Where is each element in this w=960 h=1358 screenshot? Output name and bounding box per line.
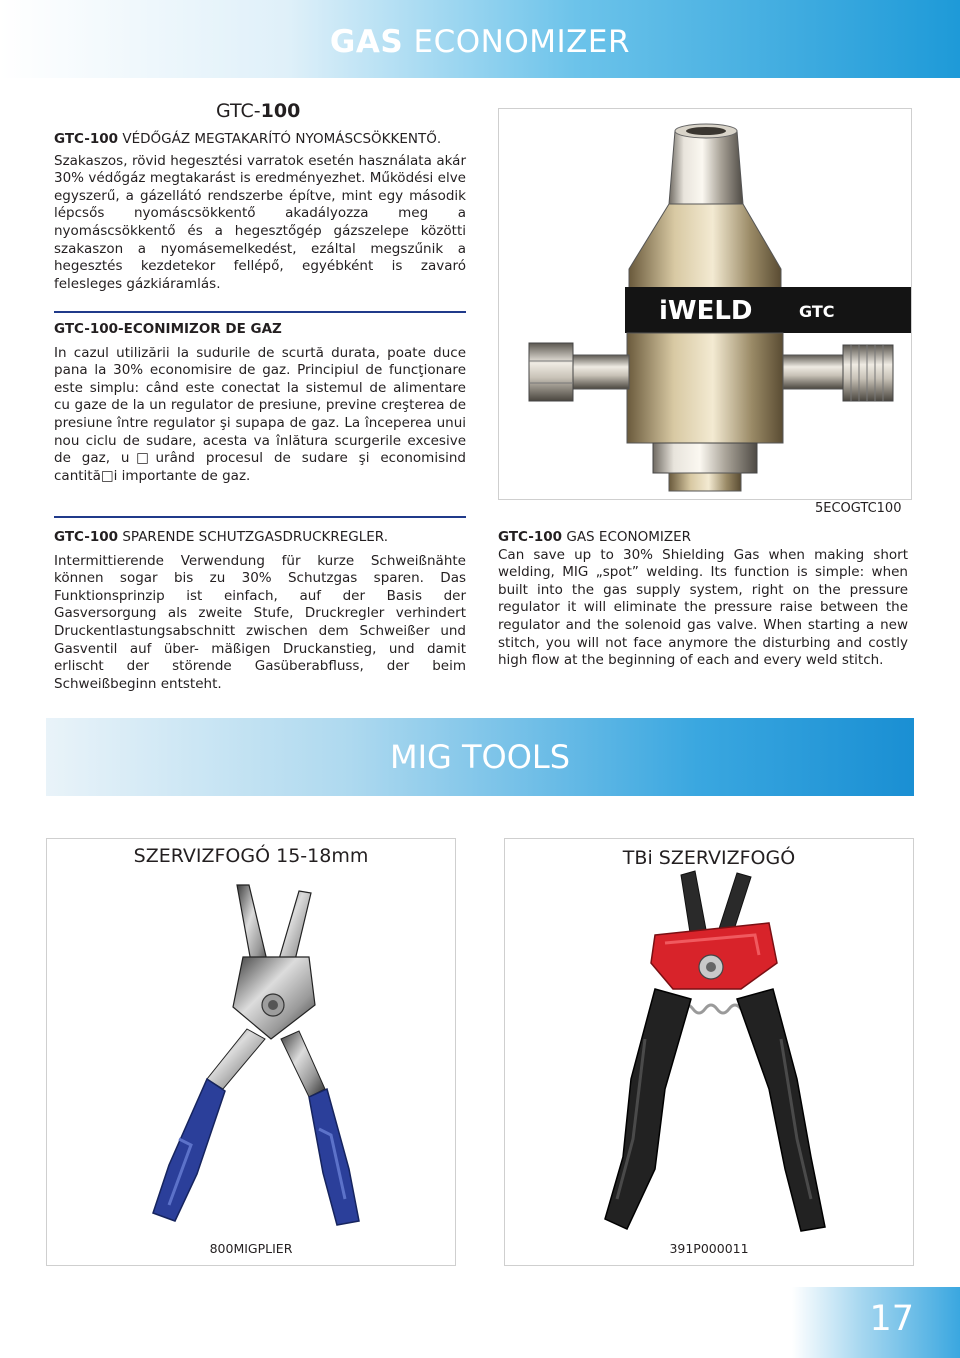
section-body: Intermittierende Verwendung für kurze Schweißnähte können sogar bis zu 30% Schutzgas sparen. Das Funktionsprinzip ist einfach, auf der Basis der Gasversorgung als zweite Stufe, Druckregler verhindert Druckentlastungsabschnitt zwischen dem Schweißer und Gasventil auf über- mäßigen Druckanstieg, und damit erlischt der störende Gasüberabfluss, der beim Schweißbeginn entsteht.: [54, 552, 466, 692]
tbi-pliers-illustration: [505, 839, 914, 1239]
section-romanian: [54, 321, 466, 485]
section-heading: GTC-100 VÉDŐGÁZ MEGTAKARÍTÓ NYOMÁSCSÖKKENTŐ.: [54, 131, 442, 147]
model-text: GTC: [799, 302, 835, 321]
section-heading: GTC-100-ECONIMIZOR DE GAZ: [54, 321, 282, 337]
section-body: In cazul utilizării la sudurile de scurtă durata, poate duce pana la 30% economisire de gaz. Principiul de funcţionare este simplu: când este conectat la sistemul de alimentare cu gaze de la un regulator de presiune, previne creşterea de presiune între regulator şi supapa de gaz. La începerea unui nou ciclu de sudare, acesta va înlătura scurgerile excesive de gaz, u□urând procesul de sudare şi economisind cantită□i importante de gaz.: [54, 344, 466, 484]
tool-code: 391P000011: [669, 1241, 749, 1256]
section-body: Szakaszos, rövid hegesztési varratok esetén használata akár 30% védőgáz megtakarást is eredményezhet. Működési elve egyszerű, a gázellátó rendszerbe építve, mint egy második lépcsős nyomáscsökkentő akadályozza meg a nyomáscsökkentő és a hegesztőgép gázszelepe közötti szakaszon a nyomásemelkedést, ezáltal megszűnik a hegesztés kezdetekor fellépő, egyébként is zavaró felesleges gázkiáramlás.: [54, 152, 466, 292]
brand-logo: iWELD: [659, 296, 753, 326]
mig-tools-title: MIG TOOLS: [389, 738, 571, 776]
product-photo: [498, 108, 912, 500]
section-divider: [54, 516, 466, 518]
mig-tools-banner: [46, 718, 914, 796]
tool-title: SZERVIZFOGÓ 15-18mm: [133, 845, 369, 867]
tool-code: 800MIGPLIER: [209, 1241, 293, 1256]
tool-card-tbi-pliers: [504, 838, 914, 1266]
header-bar: [0, 0, 960, 78]
product-title: GTC-100: [216, 100, 301, 122]
tool-title: TBi SZERVIZFOGÓ: [622, 847, 796, 869]
page-number: 17: [869, 1299, 914, 1339]
tool-card-pliers: [46, 838, 456, 1266]
section-english: [498, 529, 908, 670]
section-body: Can save up to 30% Shielding Gas when making short welding, MIG „spot” welding. Its function is simple: when built into the gas supply system, right on the pressure regulator it will eliminate the pressure raise between the regulator and the solenoid gas valve. When starting a new stitch, you will not face anymore the disturbing and costly high flow at the beginning of each and every weld stitch.: [498, 546, 908, 669]
section-divider: [54, 311, 466, 313]
mig-pliers-illustration: [47, 839, 456, 1239]
section-german: [54, 529, 466, 693]
section-heading: GTC-100 SPARENDE SCHUTZGASDRUCKREGLER.: [54, 529, 388, 545]
section-hungarian: [54, 131, 466, 293]
page-number-tab: [792, 1287, 960, 1358]
section-heading: GTC-100 GAS ECONOMIZER: [498, 529, 692, 545]
header-title: GAS ECONOMIZER: [329, 24, 630, 60]
product-code: 5ECOGTC100: [815, 501, 902, 516]
gas-economizer-illustration: [499, 109, 912, 500]
